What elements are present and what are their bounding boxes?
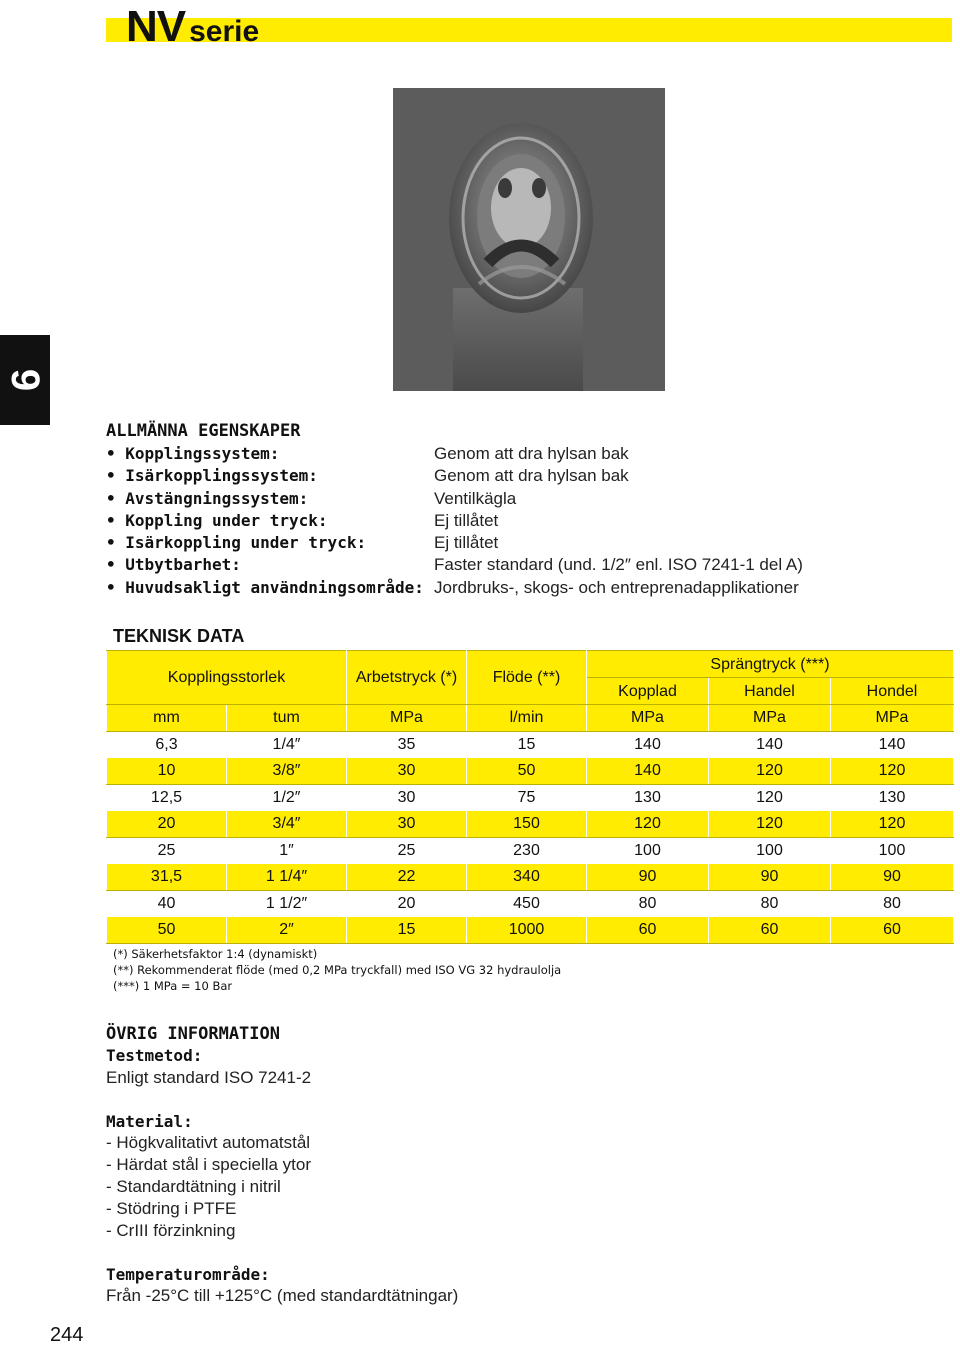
table-cell: 1/4″: [227, 731, 347, 758]
table-row: [107, 890, 954, 917]
coupling-image: [393, 88, 665, 391]
material-item: - CrIII förzinkning: [106, 1221, 236, 1240]
table-row: [107, 758, 954, 785]
property-value: Ventilkägla: [434, 488, 517, 508]
table-row: [107, 784, 954, 811]
table-cell: 90: [587, 864, 709, 891]
table-cell: 1 1/2″: [227, 890, 347, 917]
test-method-value: Enligt standard ISO 7241-2: [106, 1068, 312, 1087]
page-title-series: NV: [126, 2, 186, 51]
col-header-pressure: Arbetstryck (*): [347, 651, 467, 705]
table-cell: 6,3: [107, 731, 227, 758]
table-cell: 100: [831, 837, 954, 864]
property-key: • Huvudsakligt användningsområde:: [106, 577, 424, 597]
col-header-flow: Flöde (**): [467, 651, 587, 705]
test-method-label: Testmetod:: [106, 1046, 203, 1065]
table-row: [107, 864, 954, 891]
table-cell: 120: [709, 758, 831, 785]
table-cell: 140: [587, 731, 709, 758]
property-key: • Koppling under tryck:: [106, 510, 328, 530]
property-row: [106, 533, 952, 555]
property-row: [106, 489, 952, 511]
unit-cell: MPa: [709, 705, 831, 732]
property-value: Jordbruks-, skogs- och entreprenadapplikationer: [434, 577, 799, 597]
unit-cell: MPa: [347, 705, 467, 732]
units-row: [107, 705, 954, 732]
temperature-label: Temperaturområde:: [106, 1265, 270, 1284]
table-cell: 35: [347, 731, 467, 758]
table-cell: 90: [831, 864, 954, 891]
table-row: [107, 731, 954, 758]
chapter-number: 9: [3, 368, 48, 392]
property-key: • Utbytbarhet:: [106, 555, 241, 575]
material-item: - Stödring i PTFE: [106, 1199, 237, 1218]
table-cell: 100: [587, 837, 709, 864]
table-cell: 120: [709, 784, 831, 811]
property-row: [106, 555, 952, 577]
table-cell: 80: [587, 890, 709, 917]
table-cell: 20: [107, 811, 227, 838]
table-cell: 30: [347, 784, 467, 811]
table-cell: 130: [831, 784, 954, 811]
property-row: [106, 466, 952, 488]
table-cell: 1 1/4″: [227, 864, 347, 891]
material-label: Material:: [106, 1112, 193, 1131]
table-row: [107, 837, 954, 864]
material-item: - Härdat stål i speciella ytor: [106, 1155, 312, 1174]
table-cell: 3/4″: [227, 811, 347, 838]
table-cell: 20: [347, 890, 467, 917]
col-header-connected: Kopplad: [587, 678, 709, 705]
property-key: • Isärkoppling under tryck:: [106, 533, 367, 553]
table-cell: 120: [709, 811, 831, 838]
tech-table-wrap: [106, 650, 953, 944]
chapter-tab: [0, 335, 50, 425]
table-cell: 2″: [227, 917, 347, 944]
table-cell: 1000: [467, 917, 587, 944]
col-header-size: Kopplingsstorlek: [107, 651, 347, 705]
property-value: Ej tillåtet: [434, 510, 499, 530]
property-key: • Avstängningssystem:: [106, 488, 309, 508]
table-cell: 1″: [227, 837, 347, 864]
unit-cell: MPa: [831, 705, 954, 732]
table-cell: 1/2″: [227, 784, 347, 811]
table-cell: 3/8″: [227, 758, 347, 785]
table-cell: 30: [347, 758, 467, 785]
table-row: [107, 811, 954, 838]
tech-footnotes: [113, 946, 561, 994]
table-cell: 75: [467, 784, 587, 811]
unit-cell: MPa: [587, 705, 709, 732]
footnote: (***) 1 MPa = 10 Bar: [113, 979, 233, 993]
table-cell: 120: [587, 811, 709, 838]
footnote: (*) Säkerhetsfaktor 1:4 (dynamiskt): [113, 947, 318, 961]
property-row: [106, 511, 952, 533]
property-row: [106, 444, 952, 466]
table-cell: 30: [347, 811, 467, 838]
col-header-male: Handel: [709, 678, 831, 705]
table-cell: 340: [467, 864, 587, 891]
table-cell: 230: [467, 837, 587, 864]
table-cell: 80: [709, 890, 831, 917]
footnote: (**) Rekommenderat flöde (med 0,2 MPa tryckfall) med ISO VG 32 hydraulolja: [113, 963, 562, 977]
table-cell: 50: [107, 917, 227, 944]
table-cell: 140: [587, 758, 709, 785]
col-header-female: Hondel: [831, 678, 954, 705]
other-heading: ÖVRIG INFORMATION: [106, 1024, 280, 1044]
temperature-value: Från -25°C till +125°C (med standardtätningar): [106, 1286, 459, 1305]
page-title: [126, 2, 260, 51]
table-cell: 450: [467, 890, 587, 917]
table-cell: 25: [107, 837, 227, 864]
table-cell: 150: [467, 811, 587, 838]
material-list: [106, 1132, 311, 1242]
unit-cell: l/min: [467, 705, 587, 732]
tech-heading: TEKNISK DATA: [113, 626, 245, 646]
table-cell: 100: [709, 837, 831, 864]
general-properties: [106, 444, 952, 600]
property-key: • Kopplingssystem:: [106, 444, 280, 463]
material-item: - Högkvalitativt automatstål: [106, 1133, 311, 1152]
table-cell: 140: [709, 731, 831, 758]
table-cell: 80: [831, 890, 954, 917]
table-cell: 12,5: [107, 784, 227, 811]
table-cell: 22: [347, 864, 467, 891]
page-title-suffix: serie: [189, 15, 260, 48]
property-row: [106, 578, 952, 600]
property-value: Genom att dra hylsan bak: [434, 444, 629, 463]
property-key: • Isärkopplingssystem:: [106, 466, 318, 486]
tech-table: [106, 650, 954, 944]
material-item: - Standardtätning i nitril: [106, 1177, 281, 1196]
page-number: 244: [50, 1324, 84, 1346]
col-header-burst: Sprängtryck (***): [587, 651, 954, 678]
table-cell: 40: [107, 890, 227, 917]
table-cell: 60: [709, 917, 831, 944]
table-cell: 120: [831, 758, 954, 785]
table-cell: 140: [831, 731, 954, 758]
table-cell: 25: [347, 837, 467, 864]
table-row: [107, 917, 954, 944]
property-value: Ej tillåtet: [434, 533, 499, 553]
product-photo: [393, 88, 665, 391]
property-value: Faster standard (und. 1/2″ enl. ISO 7241-1 del A): [434, 555, 803, 575]
table-cell: 130: [587, 784, 709, 811]
general-heading: ALLMÄNNA EGENSKAPER: [106, 421, 301, 441]
table-cell: 50: [467, 758, 587, 785]
table-cell: 31,5: [107, 864, 227, 891]
table-cell: 15: [467, 731, 587, 758]
table-cell: 90: [709, 864, 831, 891]
table-cell: 60: [831, 917, 954, 944]
table-cell: 15: [347, 917, 467, 944]
unit-cell: mm: [107, 705, 227, 732]
table-cell: 60: [587, 917, 709, 944]
table-cell: 10: [107, 758, 227, 785]
table-cell: 120: [831, 811, 954, 838]
unit-cell: tum: [227, 705, 347, 732]
property-value: Genom att dra hylsan bak: [434, 466, 629, 486]
